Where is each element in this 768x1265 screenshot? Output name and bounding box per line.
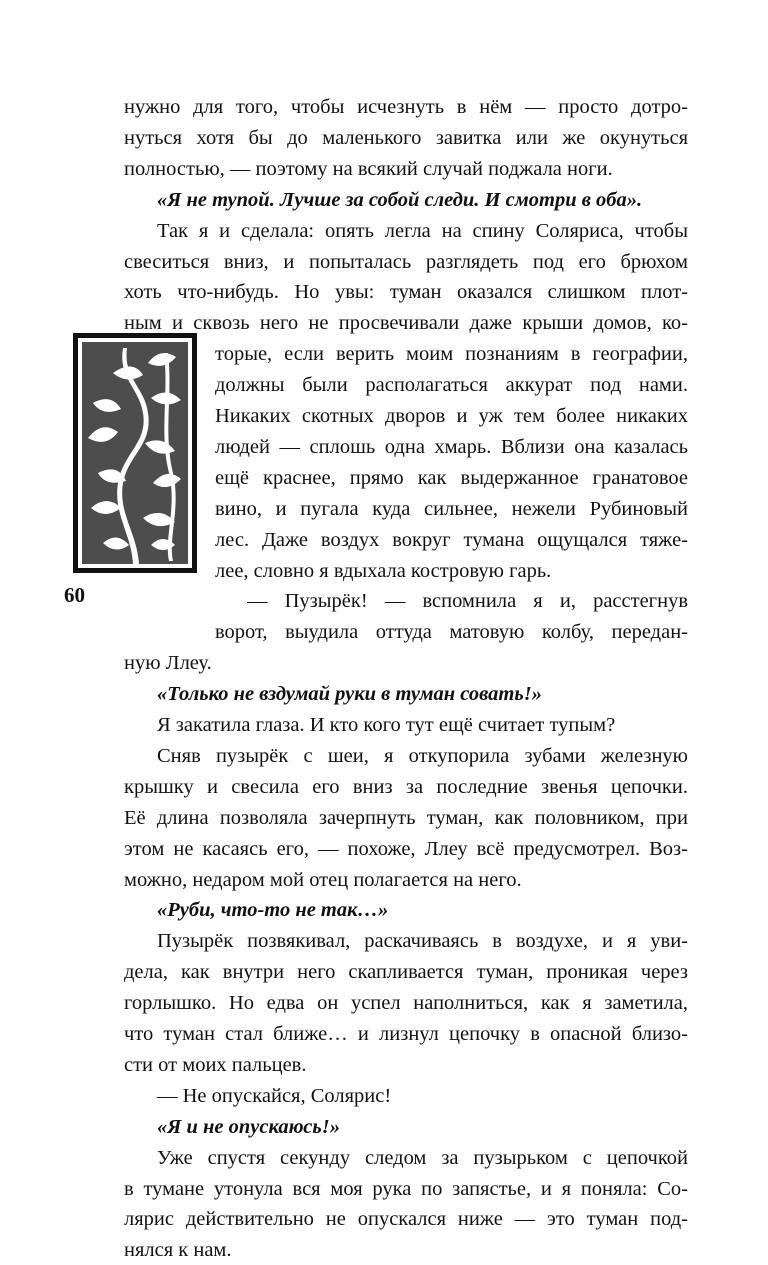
- text-line: лярис действительно не опускался ниже — это туман под-: [124, 1208, 688, 1231]
- page-number: 60: [64, 583, 85, 607]
- text-line: в тумане утонула вся моя рука по запястье, и я поняла: Со-: [124, 1177, 688, 1200]
- text-line: что туман стал ближе… и лизнул цепочку в опасной близо-: [124, 1023, 688, 1045]
- speech-line: «Я не тупой. Лучше за собой следи. И смотри в оба».: [157, 188, 643, 211]
- text-line: вино, и пугала куда сильнее, нежели Рубиновый: [215, 497, 688, 520]
- text-line: ную Ллеу.: [124, 652, 212, 675]
- text-line: нужно для того, чтобы исчезнуть в нём — просто дотро-: [124, 96, 688, 118]
- text-line: крышку и свесила его вниз за последние звенья цепочки.: [124, 775, 688, 798]
- leaf-ornament-icon: [73, 333, 197, 573]
- text-line: лее, словно я вдыхала костровую гарь.: [215, 559, 552, 582]
- text-line: Уже спустя секунду следом за пузырьком с цепочкой: [157, 1146, 688, 1169]
- text-line: Её длина позволяла зачерпнуть туман, как половником, при: [124, 806, 688, 829]
- speech-line: «Я и не опускаюсь!»: [157, 1115, 340, 1138]
- text-line: Пузырёк позвякивал, раскачиваясь в воздухе, и я уви-: [157, 930, 688, 953]
- text-line: ворот, выудила оттуда матовую колбу, передан-: [215, 621, 688, 644]
- text-line: нялся к нам.: [124, 1239, 232, 1262]
- text-line: сти от моих пальцев.: [124, 1053, 307, 1076]
- text-line: Сняв пузырёк с шеи, я откупорила зубами железную: [157, 744, 688, 767]
- text-line: нуться хотя бы до маленького завитка или же окунуться: [124, 126, 688, 149]
- text-line: должны были располагаться аккурат под нами.: [215, 374, 688, 397]
- text-line: полностью, — поэтому на всякий случай поджала ноги.: [124, 157, 613, 180]
- text-line: ещё краснее, прямо как выдержанное гранатовое: [215, 466, 688, 489]
- text-line: торые, если верить моим познаниям в географии,: [215, 343, 688, 366]
- text-line: горлышко. Но едва он успел наполниться, как я заметила,: [124, 992, 688, 1015]
- text-line: — Не опускайся, Солярис!: [157, 1084, 392, 1107]
- text-line: — Пузырёк! — вспомнила я и, расстегнув: [247, 590, 688, 613]
- text-line: ным и сквозь него не просвечивали даже крыши домов, ко-: [124, 312, 688, 335]
- speech-line: «Только не вздумай руки в туман совать!»: [157, 683, 542, 706]
- text-line: лес. Даже воздух вокруг тумана ощущался тяже-: [215, 528, 688, 551]
- text-line: хоть что-нибудь. Но увы: туман оказался слишком плот-: [124, 281, 688, 304]
- text-line: Никаких скотных дворов и уж тем более никаких: [215, 405, 688, 427]
- text-line: дела, как внутри него скапливается туман, проникая через: [124, 961, 688, 984]
- speech-line: «Руби, что-то не так…»: [157, 899, 389, 922]
- text-line: людей — сплошь одна хмарь. Вблизи она казалась: [215, 435, 688, 458]
- text-line: Так я и сделала: опять легла на спину Соляриса, чтобы: [157, 219, 688, 242]
- text-line: можно, недаром мой отец полагается на него.: [124, 868, 522, 891]
- text-line: свеситься вниз, и попыталась разглядеть под его брюхом: [124, 250, 688, 273]
- text-line: этом не касаясь его, — похоже, Ллеу всё предусмотрел. Воз-: [124, 837, 688, 860]
- text-line: Я закатила глаза. И кто кого тут ещё считает тупым?: [157, 714, 616, 736]
